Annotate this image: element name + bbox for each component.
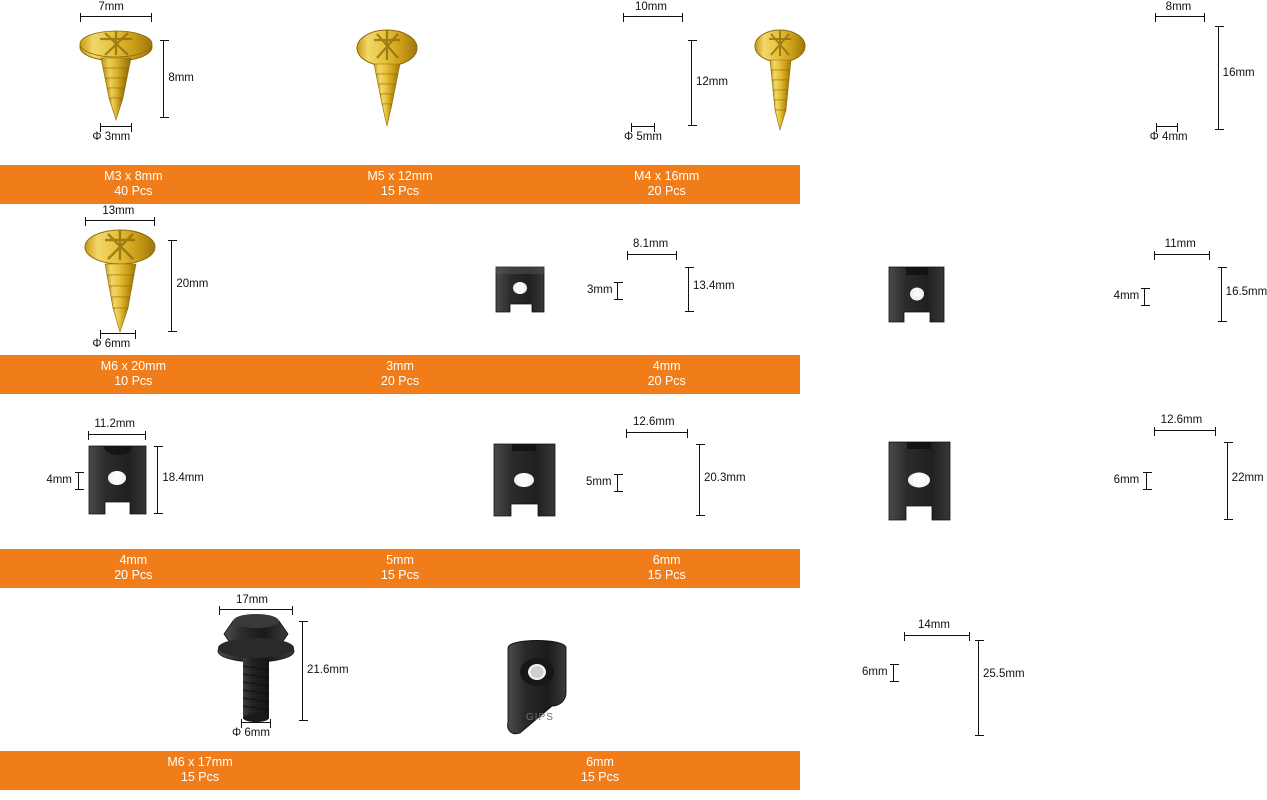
label-line-2: 20 Pcs [380, 374, 420, 388]
label-bar-row-1 [0, 165, 800, 204]
label-line-1: M4 x 16mm [634, 169, 700, 183]
dim-hole: 4mm [1113, 290, 1140, 302]
label-line-2: 15 Pcs [180, 770, 220, 784]
dim-thread: Φ 6mm [92, 338, 131, 350]
label-bar-row-4 [0, 751, 800, 790]
dim-thread: Φ 6mm [232, 727, 270, 739]
label-line-1: M3 x 8mm [104, 169, 163, 183]
label-line-1: M6 x 20mm [100, 359, 166, 373]
dim-head-width: 8mm [1165, 1, 1192, 13]
dim-length: 21.6mm [307, 664, 349, 676]
dim-thread: Φ 5mm [624, 131, 662, 143]
label-m5-screw [267, 165, 534, 204]
dim-height: 25.5mm [983, 668, 1025, 680]
svg-text:GIPS: GIPS [526, 712, 554, 723]
dim-width: 11mm [1164, 238, 1196, 250]
label-m6-bolt-flange [0, 751, 400, 790]
row-1 [0, 0, 1255, 204]
dim-width: 8.1mm [633, 238, 669, 250]
label-line-1: 4mm [652, 359, 681, 373]
label-clip-5mm [267, 549, 534, 588]
row-4 [0, 588, 1025, 790]
dim-width: 12.6mm [633, 416, 675, 428]
dim-thread: Φ 4mm [1149, 131, 1188, 143]
dim-width: 14mm [918, 619, 950, 631]
label-line-2: 15 Pcs [380, 568, 420, 582]
row-2 [0, 204, 1267, 394]
label-m3-screw [0, 165, 267, 204]
dim-width: 12.6mm [1160, 414, 1203, 426]
nut-plate-illustration [0, 588, 554, 751]
screw-illustration [268, 0, 534, 165]
dim-hole: 5mm [586, 476, 612, 488]
dim-length: 16mm [1222, 67, 1255, 79]
row-3 [0, 394, 1264, 588]
label-line-1: 6mm [652, 553, 681, 567]
label-clip-3mm [267, 355, 534, 394]
label-line-1: M6 x 17mm [167, 755, 233, 769]
label-bar-row-2 [0, 355, 800, 394]
cell-clip-6mm [533, 394, 1264, 549]
cell-clip-4mm-small [533, 204, 1267, 355]
label-m4-screw [533, 165, 800, 204]
dim-height: 16.5mm [1225, 286, 1267, 298]
clip-illustration [268, 394, 534, 549]
label-line-2: 10 Pcs [114, 374, 153, 388]
dim-head-width: 7mm [98, 1, 124, 13]
cell-m4-screw [533, 0, 1255, 165]
dim-height: 20.3mm [704, 472, 746, 484]
label-line-1: M5 x 12mm [367, 169, 433, 183]
label-line-2: 20 Pcs [647, 374, 686, 388]
label-line-2: 15 Pcs [647, 568, 686, 582]
label-clip-6mm [533, 549, 800, 588]
label-nut-plate-6mm [400, 751, 800, 790]
label-line-1: 4mm [119, 553, 148, 567]
dim-height: 13.4mm [693, 280, 735, 292]
label-line-1: 5mm [386, 553, 414, 567]
dim-length: 12mm [696, 76, 728, 88]
label-clip-4mm-small [533, 355, 800, 394]
label-bar-row-3 [0, 549, 800, 588]
label-line-1: 3mm [386, 359, 414, 373]
dim-height: 22mm [1231, 472, 1264, 484]
label-line-2: 40 Pcs [114, 184, 153, 198]
dim-head-width: 17mm [236, 594, 268, 606]
label-m6-screw [0, 355, 267, 394]
dim-head-width: 10mm [635, 1, 667, 13]
dim-thread: Φ 3mm [92, 131, 131, 143]
label-line-2: 15 Pcs [580, 770, 620, 784]
dim-hole: 3mm [587, 284, 613, 296]
dim-width: 11.2mm [94, 418, 136, 430]
dim-height: 18.4mm [162, 472, 204, 484]
label-line-2: 15 Pcs [380, 184, 420, 198]
dim-hole: 6mm [862, 666, 888, 678]
clip-illustration [268, 204, 534, 355]
label-clip-4mm-large [0, 549, 267, 588]
label-line-2: 20 Pcs [647, 184, 686, 198]
dim-hole: 4mm [46, 474, 72, 486]
dim-head-width: 13mm [102, 205, 135, 217]
dim-length: 20mm [176, 278, 209, 290]
label-line-2: 20 Pcs [114, 568, 153, 582]
cell-nut-plate-6mm [400, 588, 1025, 751]
dim-hole: 6mm [1113, 474, 1140, 486]
dim-length: 8mm [168, 72, 194, 84]
label-line-1: 6mm [586, 755, 614, 769]
